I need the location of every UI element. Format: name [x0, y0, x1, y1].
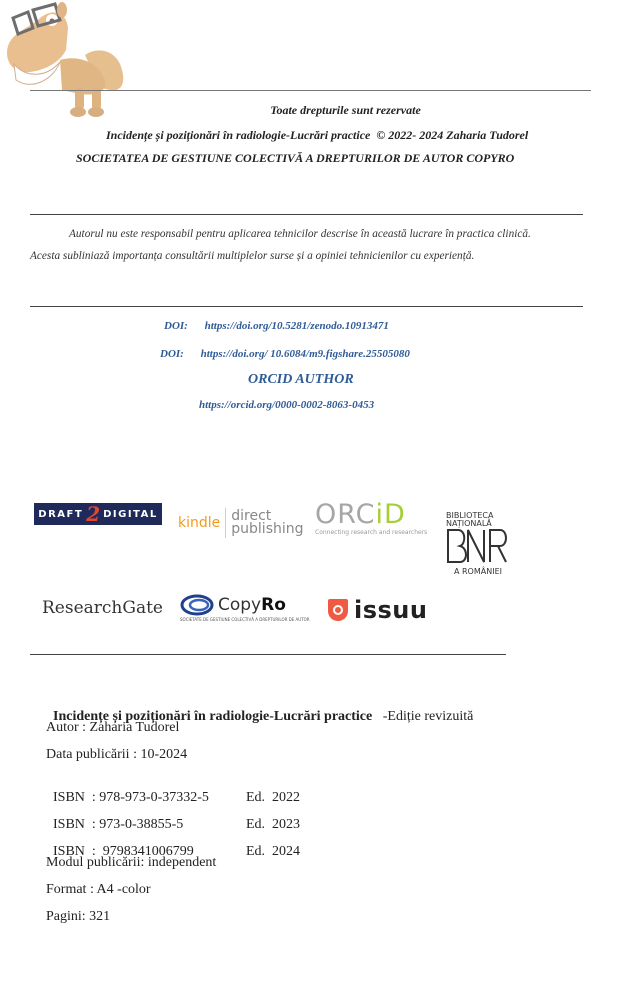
bnr-logo	[446, 512, 510, 576]
doi-2-link[interactable]: https://doi.org/ 10.6084/m9.figshare.25505080	[200, 348, 410, 360]
kdp-text	[231, 510, 303, 536]
top-divider	[30, 90, 591, 91]
doi-1	[164, 320, 389, 332]
publication-mode-row: Modul publicării: independent	[46, 855, 217, 870]
copyro-name-a: Copy	[218, 595, 262, 615]
disclaimer-line-2: Acesta subliniază importanța consultării multiplelor surse și a opiniei tehnicienilor cu experiență.	[30, 250, 475, 262]
publication-date-row: Data publicării : 10-2024	[46, 747, 188, 762]
kdp-line-2: publishing	[231, 521, 304, 537]
orcid-logo	[315, 501, 427, 536]
kdp-separator	[225, 508, 226, 538]
d2d-right: DIGITAL	[103, 508, 158, 520]
orcid-author-title: ORCID AUTHOR	[248, 372, 354, 387]
copyro-logo	[180, 594, 310, 622]
isbn-value: ISBN : 973-0-38855-5	[53, 817, 184, 832]
orcid-tagline: Connecting research and researchers	[315, 529, 428, 536]
copyro-subtitle: SOCIETATE DE GESTIUNE COLECTIVĂ A DREPTURILOR DE AUTOR	[180, 617, 310, 622]
book-title: Incidențe și poziționări în radiologie-Lucrări practice	[53, 709, 373, 724]
edition-year: Ed. 2023	[246, 817, 301, 832]
kdp-line-1: direct	[231, 508, 272, 524]
orcid-word-a: ORC	[315, 499, 376, 530]
rights-text: Toate drepturile sunt rezervate	[270, 103, 421, 117]
author-row: Autor : Zaharia Tudorel	[46, 720, 180, 735]
doi-2	[160, 348, 410, 360]
issuu-word: issuu	[354, 596, 428, 624]
researchgate-logo: ResearchGate	[42, 598, 163, 618]
bnr-monogram-icon	[446, 528, 508, 564]
copyro-name-b: Ro	[261, 595, 286, 615]
copyright-line: Incidențe și poziționări în radiologie-Lucrări practice © 2022- 2024 Zaharia Tudorel	[106, 128, 529, 142]
bnr-line-2: NAȚIONALĂ	[446, 519, 492, 528]
orcid-word-b: iD	[375, 499, 406, 530]
edition-year: Ed. 2024	[246, 844, 301, 859]
divider-3	[30, 306, 583, 307]
kdp-kindle: kindle	[178, 515, 221, 531]
bnr-line-1: BIBLIOTECA	[446, 511, 494, 520]
edition-year: Ed. 2022	[246, 790, 301, 805]
copyro-name	[218, 595, 286, 615]
draft2digital-logo	[34, 503, 162, 525]
bnr-line-3: A ROMÂNIEI	[453, 567, 502, 576]
orcid-link[interactable]: https://orcid.org/0000-0002-8063-0453	[199, 399, 375, 411]
isbn-value: ISBN : 9798341006799	[53, 844, 194, 859]
disclaimer-line-1: Autorul nu este responsabil pentru aplicarea tehnicilor descrise în această lucrare în practica clinică.	[69, 228, 531, 240]
doi-2-label: DOI:	[160, 348, 184, 360]
rights-reserved	[0, 103, 641, 118]
issuu-icon	[328, 599, 348, 621]
pages-row: Pagini: 321	[46, 909, 111, 924]
doi-1-label: DOI:	[164, 320, 188, 332]
d2d-two: 2	[86, 502, 101, 526]
isbn-value: ISBN : 978-973-0-37332-5	[53, 790, 209, 805]
divider-4	[30, 654, 506, 655]
issuu-logo	[328, 596, 427, 624]
kdp-logo	[178, 506, 304, 540]
edition-note: -Ediție revizuită	[382, 709, 474, 724]
society-line: SOCIETATEA DE GESTIUNE COLECTIVĂ A DREPTURILOR DE AUTOR COPYRO	[76, 151, 515, 165]
d2d-left: DRAFT	[38, 508, 84, 520]
doi-1-link[interactable]: https://doi.org/10.5281/zenodo.10913471	[204, 320, 389, 332]
divider-2	[30, 214, 583, 215]
copyro-swirl-icon	[180, 594, 214, 616]
format-row: Format : A4 -color	[46, 882, 151, 897]
